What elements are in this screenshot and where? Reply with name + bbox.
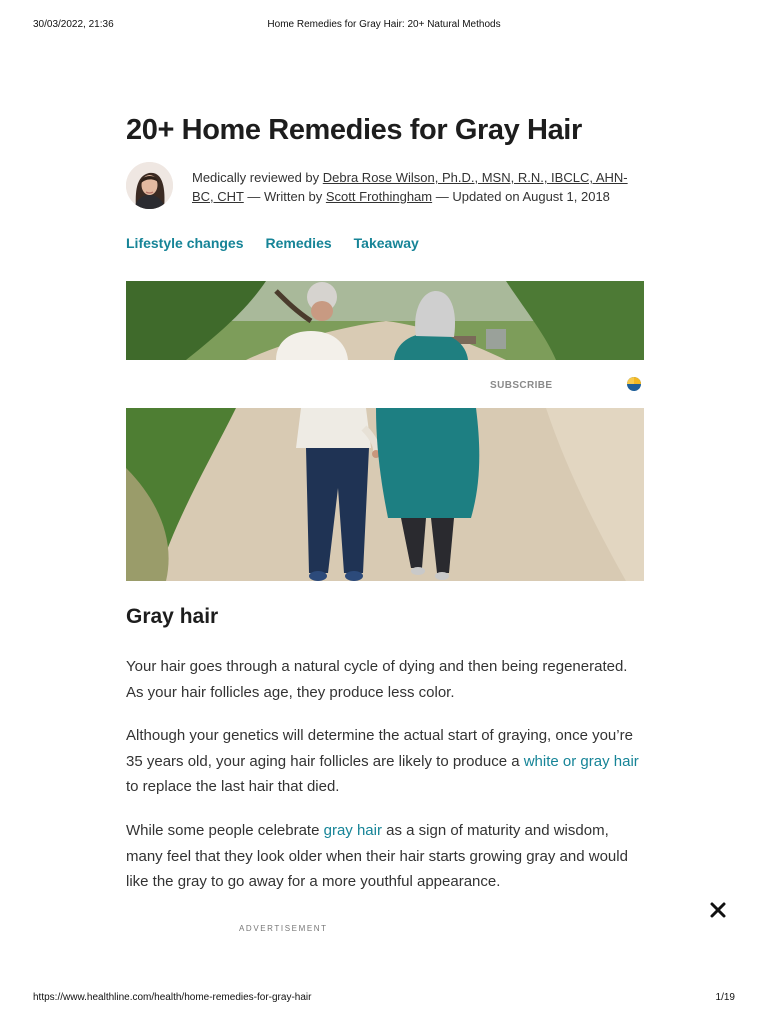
gray-hair-link[interactable]: gray hair [323,822,382,839]
hero-image-top [126,281,644,360]
paragraph-3-text-after: as a sign of maturity and wisdom, many feel that they look older when their hair starts growing gray and would like the gray to go away for a more youthful appearance. [126,822,628,890]
paragraph-3 [126,818,641,895]
hero-image-bottom [126,408,644,581]
reviewer-link[interactable]: Debra Rose Wilson, Ph.D., MSN, R.N., IBCLC, AHN-BC, CHT [192,170,628,204]
article-title: 20+ Home Remedies for Gray Hair [126,114,582,146]
subscribe-logo-icon[interactable] [626,376,642,392]
table-of-contents [126,235,419,251]
paragraph-1 [126,654,641,705]
reviewer-avatar [126,162,173,209]
print-page-url: https://www.healthline.com/health/home-remedies-for-gray-hair [33,992,312,1003]
article-byline [192,168,644,206]
subscribe-bar [126,360,644,408]
hero-image-scene-bottom [126,408,644,581]
paragraph-2-text-after: to replace the last hair that died. [126,778,340,795]
advertisement-label: ADVERTISEMENT [239,924,328,933]
paragraph-3-text-before: While some people celebrate [126,822,324,839]
toc-link-remedies[interactable]: Remedies [265,235,332,251]
print-page-number: 1/19 [715,992,735,1003]
print-datetime: 30/03/2022, 21:36 [33,19,114,30]
section-heading-gray-hair: Gray hair [126,605,219,628]
author-link[interactable]: Scott Frothingham [325,189,433,204]
white-or-gray-hair-link[interactable]: white or gray hair [523,752,639,770]
print-page-title: Home Remedies for Gray Hair: 20+ Natural Methods [267,19,501,30]
close-icon[interactable] [708,900,728,920]
paragraph-1-text: Your hair goes through a natural cycle of dying and then being regenerated. As your hair follicles age, they produce less color. [126,658,628,701]
toc-link-lifestyle-changes[interactable]: Lifestyle changes [126,235,244,251]
avatar-portrait [126,162,173,209]
subscribe-button[interactable]: SUBSCRIBE [490,380,553,391]
hero-image-scene-top [126,281,644,360]
toc-link-takeaway[interactable]: Takeaway [353,235,419,251]
written-by-prefix: — Written by [243,189,326,204]
paragraph-2-text-before: Although your genetics will determine the actual start of graying, once you’re 35 years old, your aging hair follicles are likely to produce a [126,727,633,770]
reviewed-by-prefix: Medically reviewed by [192,170,323,185]
updated-date: — Updated on August 1, 2018 [432,189,610,204]
paragraph-2 [126,723,641,800]
